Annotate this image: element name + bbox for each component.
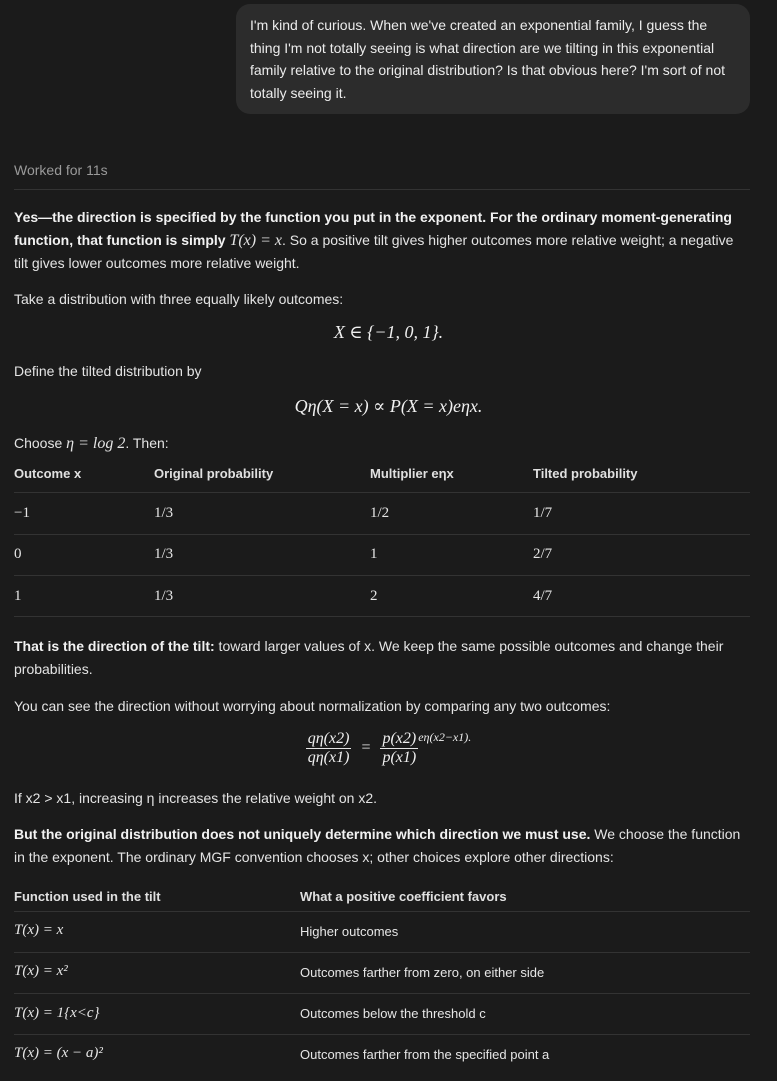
ratio-rhs-num: p(x2) — [382, 730, 417, 747]
worked-duration-label[interactable]: Worked for 11s — [14, 162, 108, 178]
table1-cell: −1 — [14, 505, 30, 521]
user-message-text: I'm kind of curious. When we've created an exponential family, I guess the thing I'm not totally seeing is what direction are we tilting in this exponential family relative to the original distribution? Is that obvious here? I'm sort of not totally seeing it. — [250, 17, 726, 101]
table1-cell: 2 — [370, 588, 378, 604]
table2-row-divider — [14, 993, 750, 994]
table1-header-multiplier: Multiplier eηx — [370, 466, 454, 481]
compare-text: You can see the direction without worrying about normalization by comparing any two outcomes: — [14, 698, 611, 714]
intro-rest: . So a positive tilt gives higher outcomes more relative weight; a negative tilt gives lower outcomes more relative weight. — [14, 231, 734, 271]
table2-cell-function: T(x) = x — [14, 922, 64, 938]
ratio-lhs-den: qη(x1) — [307, 749, 350, 766]
if-line: If x2 > x1, increasing η increases the relative weight on x2. — [14, 790, 378, 806]
equation-tilted-text: Qη(X = x) ∝ P(X = x)eηx. — [294, 396, 483, 416]
direction-rest: toward larger values of x. We keep the same possible outcomes and change their probabilities. — [14, 638, 724, 677]
choose-eta-line — [14, 432, 750, 456]
table2-cell-function: T(x) = 1{x<c} — [14, 1005, 100, 1021]
table2-cell-favors: Higher outcomes — [300, 924, 399, 939]
not-unique-paragraph — [14, 823, 750, 868]
table1-cell: 1/2 — [370, 505, 390, 521]
table1-cell: 1/7 — [533, 505, 553, 521]
intro-paragraph — [14, 206, 750, 275]
table1-row-divider — [14, 575, 750, 576]
table1-cell: 1 — [370, 546, 378, 562]
table1-cell: 1 — [14, 588, 22, 604]
choose-eta-post: . Then: — [125, 435, 169, 451]
user-message-bubble — [236, 4, 750, 114]
table2-cell-favors: Outcomes below the threshold c — [300, 1006, 486, 1021]
take-distribution-text: Take a distribution with three equally likely outcomes: — [14, 291, 344, 307]
equation-ratio: $\frac{q\eta(x2)}{q\eta(x1)}$ = $\frac{p(x2)}{p(x1)}$ $^{e\eta(x2-x1).}$ — [307, 730, 472, 766]
table2-cell-favors: Outcomes farther from zero, on either side — [300, 965, 545, 980]
intro-bold: Yes—the direction is specified by the function you put in the exponent. For the ordinary moment-generating function, that function is simply — [14, 209, 732, 248]
table2-header-favors: What a positive coefficient favors — [300, 889, 507, 904]
direction-bold: That is the direction of the tilt: — [14, 638, 215, 654]
ratio-rhs-den: p(x1) — [382, 749, 417, 766]
ratio-rhs — [380, 730, 418, 767]
ratio-lhs — [306, 730, 352, 767]
table2-cell-function: T(x) = (x − a)² — [14, 1045, 103, 1061]
not-unique-bold: But the original distribution does not uniquely determine which direction we must use. — [14, 826, 591, 842]
table1-cell: 1/3 — [154, 546, 174, 562]
direction-paragraph — [14, 635, 750, 680]
equation-support: X ∈ {−1, 0, 1}. — [333, 322, 444, 342]
table2-cell-function: T(x) = x² — [14, 963, 68, 979]
table2-row-divider — [14, 911, 750, 912]
table2-row-divider — [14, 1034, 750, 1035]
divider — [14, 189, 750, 190]
table1-header-original: Original probability — [154, 466, 274, 481]
choose-eta-eq: η = log 2 — [66, 435, 126, 452]
table1-cell: 0 — [14, 546, 22, 562]
table1-cell: 2/7 — [533, 546, 553, 562]
table1-header-tilted: Tilted probability — [533, 466, 638, 481]
table1-cell: 1/3 — [154, 505, 174, 521]
table1-row-divider — [14, 616, 750, 617]
ratio-exp: eη(x2−x1). — [418, 730, 472, 744]
table1-cell: 4/7 — [533, 588, 553, 604]
choose-eta-pre: Choose — [14, 435, 67, 451]
table1-header-outcome: Outcome x — [14, 466, 82, 481]
table1-row-divider — [14, 492, 750, 493]
table2-cell-favors: Outcomes farther from the specified point a — [300, 1047, 550, 1062]
ratio-lhs-num: qη(x2) — [307, 730, 350, 747]
define-tilted-text: Define the tilted distribution by — [14, 363, 202, 379]
intro-tx: T(x) = x — [229, 231, 283, 249]
not-unique-rest: We choose the function in the exponent. The ordinary MGF convention chooses x; other choices explore other directions: — [14, 826, 741, 865]
equation-tilted — [0, 396, 777, 417]
table1-cell: 1/3 — [154, 588, 174, 604]
table2-header-function: Function used in the tilt — [14, 889, 161, 904]
table2-row-divider — [14, 952, 750, 953]
table1-row-divider — [14, 534, 750, 535]
